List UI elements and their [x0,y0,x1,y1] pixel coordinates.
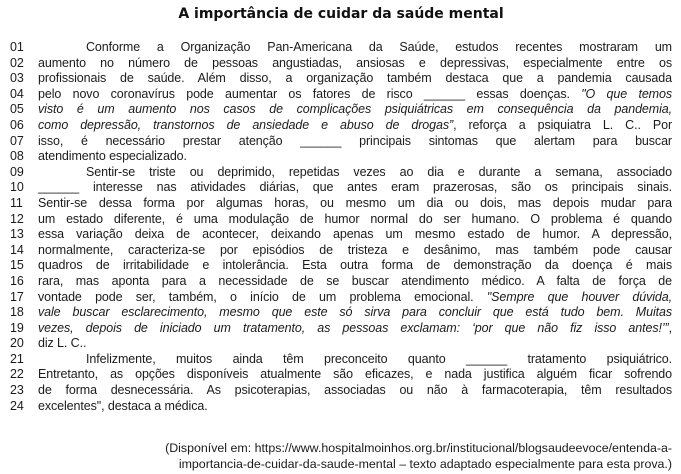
line-number: 18 [10,305,24,320]
line-text [38,227,672,243]
body-text: Conforme a Organização Pan-Americana da Saúde, estudos recentes mostraram um [86,40,672,54]
body-text: profissionais de saúde. Além disso, a organização também destaca que a pandemia causada [38,71,672,86]
line-text [38,290,672,306]
line-number: 11 [10,195,23,210]
text-line [10,290,672,306]
line-text [38,243,672,259]
line-text [38,149,672,165]
text-line [10,258,672,274]
line-number: 06 [10,117,24,132]
line-number: 03 [10,71,24,86]
line-number: 10 [10,180,24,195]
line-text [38,71,672,87]
line-text [38,87,672,103]
body-text: quadros de irritabilidade e intolerância. Esta outra forma de demonstração da doença é mais [38,258,672,273]
line-number: 22 [10,367,24,382]
text-line [10,321,672,337]
line-number: 04 [10,86,24,101]
text-line [10,352,672,368]
line-text [38,180,672,196]
line-number: 20 [10,336,24,351]
body-text: Entretanto, as opções disponíveis atualmente são eficazes, e nada justifica alguém ficar sofrendo [38,367,672,382]
text-line [10,196,672,212]
line-text [38,118,672,134]
body-text: pelo novo coronavírus pode aumentar os fatores de risco ______ essas doenças. [38,86,582,101]
page-title: A importância de cuidar da saúde mental [178,6,504,22]
body-text: normalmente, caracteriza-se por episódios de tristeza e desânimo, mas também pode causar [38,242,672,257]
body-text: Sentir-se dessa forma por algumas horas, ou mesmo um dia ou dois, mas depois mudar para [38,195,672,210]
line-text [38,165,672,181]
line-text [38,336,672,352]
text-line [10,71,672,87]
text-line [10,165,672,181]
line-text [38,56,672,72]
line-text [38,258,672,274]
body-text: Infelizmente, muitos ainda têm preconceito quanto ______ tratamento psiquiátrico. [86,351,672,366]
text-line [10,399,672,415]
quoted-italic-text: "O que temos [581,86,672,101]
body-text: isso, é necessário prestar atenção ______ principais sintomas que alertam para buscar [38,133,672,148]
body-text: diz L. C.. [38,336,87,351]
text-line [10,149,672,165]
quoted-italic-text: "Sempre que houver dúvida, [486,289,672,304]
body-text: essa variação deixa de acontecer, deixando apenas um mesmo estado de humor. A depressão, [38,227,672,242]
text-line [10,118,672,134]
body-text: , [668,320,672,335]
line-number: 09 [10,164,24,179]
body-text: vontade pode ser, também, o início de um problema emocional. [38,289,487,304]
line-text [38,134,672,150]
line-text [38,305,672,321]
line-number: 15 [10,258,24,273]
body-text: aumento no número de pessoas angustiadas, ansiosas e depressivas, especialmente entre os [38,55,672,70]
body-text: um estado diferente, é uma modulação de humor normal do ser humano. O problema é quando [38,211,672,226]
line-text [38,352,672,368]
text-line [10,227,672,243]
text-line [10,243,672,259]
quoted-italic-text: como depressão, transtornos de ansiedade e abuso de drogas” [38,117,454,132]
text-line [10,87,672,103]
text-line [10,336,672,352]
line-number: 19 [10,320,24,335]
text-line [10,180,672,196]
text-line [10,134,672,150]
source-line-2: importancia-de-cuidar-da-saude-mental – texto adaptado especialmente para esta prova.) [178,457,672,472]
line-text [38,196,672,212]
source-line-1: (Disponível em: https://www.hospitalmoinhos.org.br/institucional/blogsaudeevoce/entenda-a- [165,441,672,456]
line-number: 08 [10,149,24,164]
line-number: 17 [10,289,24,304]
line-text [38,383,672,399]
line-number: 12 [10,211,24,226]
body-text: rara, mas aponta para a necessidade de se buscar atendimento médico. A falta de força de [38,273,672,288]
line-text [38,274,672,290]
line-text [38,40,672,56]
body-text: atendimento especializado. [38,149,187,164]
line-number: 05 [10,102,24,117]
line-number: 01 [10,40,24,54]
body-text: Sentir-se triste ou deprimido, repetidas vezes ao dia e durante a semana, associado [86,164,672,179]
text-line [10,212,672,228]
body-text: , reforça a psiquiatra L. C.. Por [453,117,673,132]
text-line [10,274,672,290]
line-text [38,367,672,383]
text-line [10,367,672,383]
text-line [10,305,672,321]
line-text [38,321,672,337]
body-text: excelentes", destaca a médica. [38,398,208,413]
text-lines [10,40,672,414]
line-text [38,212,672,228]
line-number: 14 [10,242,24,257]
line-number: 02 [10,55,24,70]
line-number: 13 [10,227,24,242]
line-number: 07 [10,133,24,148]
line-text [38,102,672,118]
text-line [10,40,672,56]
text-line [10,102,672,118]
line-number: 21 [10,351,24,366]
quoted-italic-text: vale buscar esclarecimento, mesmo que este só sirva para concluir que está tudo bem. Muitas [38,305,672,320]
line-number: 23 [10,383,24,398]
source-reference [10,440,672,472]
line-number: 16 [10,273,24,288]
text-line [10,56,672,72]
line-number: 24 [10,398,24,413]
body-text: ______ interesse nas atividades diárias, que antes eram prazerosas, são os principais sinais. [38,180,672,195]
line-text [38,399,672,415]
body-text: de forma desnecessária. As psicoterapias, associadas ou não à farmacoterapia, têm resultados [38,383,672,398]
text-line [10,383,672,399]
quoted-italic-text: visto é um aumento nos casos de complicações psiquiátricas em consequência da pandemia, [38,102,672,117]
quoted-italic-text: vezes, depois de iniciado um tratamento, as pessoas exclamam: ‘por que não fiz isso antes!’” [38,320,669,335]
